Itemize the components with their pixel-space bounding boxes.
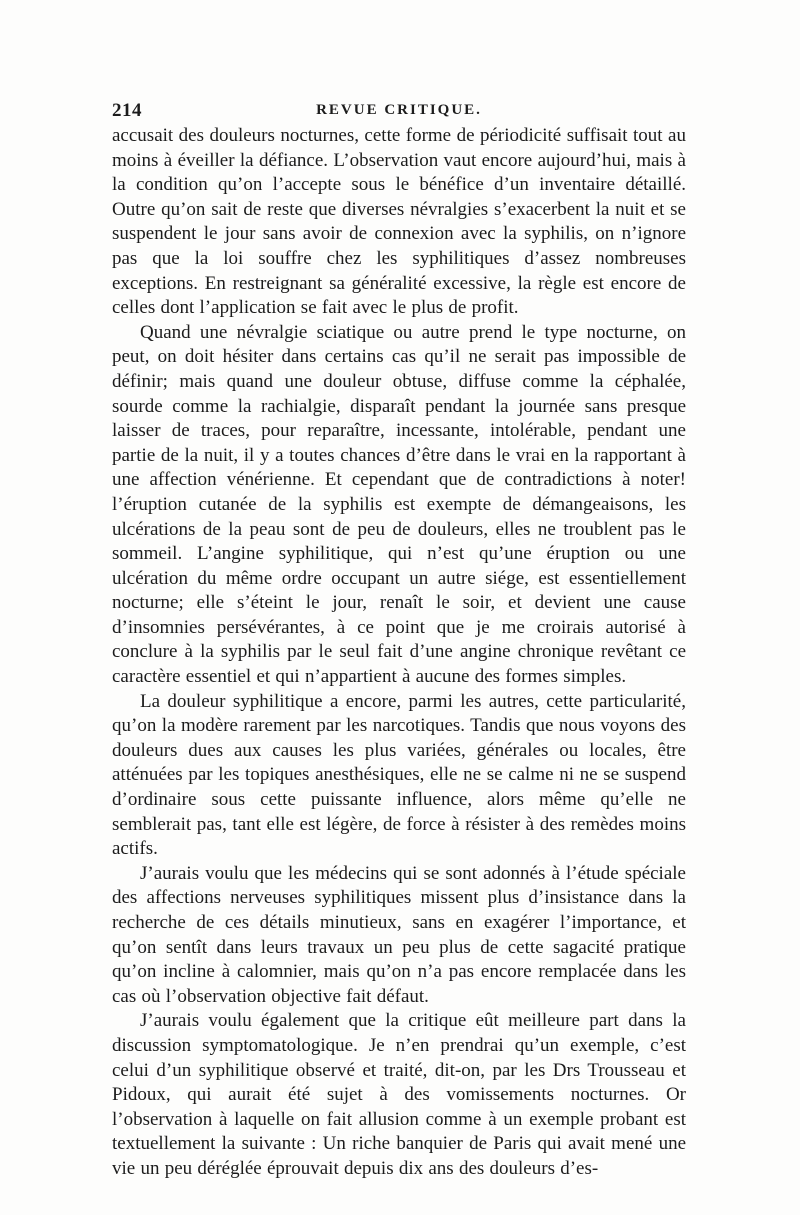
page-number: 214: [112, 100, 142, 121]
bottom-margin: [0, 1145, 800, 1215]
body-text: [112, 124, 686, 1182]
running-head: [112, 100, 686, 124]
paragraph: Quand une névralgie sciatique ou autre prend le type nocturne, on peut, on doit hésiter dans certains cas qu’il ne serait pas impossible de définir; mais quand une douleur obtuse, diffuse comme la céphalée, sourde comme la rachialgie, disparaît pendant la journée sans presque laisser de traces, pour reparaître, incessante, intolérable, pendant une partie de la nuit, il y a toutes chances d’être dans le vrai en la rapportant à une affection vénérienne. Et cependant que de contradictions à noter! l’éruption cutanée de la syphilis est exempte de démangeaisons, les ulcérations de la peau sont de peu de douleurs, elles ne troublent pas le sommeil. L’angine syphilitique, qui n’est qu’une éruption ou une ulcération du même ordre occupant un autre siége, est essentiellement nocturne; elle s’éteint le jour, renaît le soir, et devient une cause d’insomnies persévérantes, à ce point que je me croirais autorisé à conclure à la syphilis par le seul fait d’une angine chronique revêtant ce caractère essentiel et qui n’appartient à aucune des formes simples.: [112, 321, 686, 688]
running-title: REVUE CRITIQUE.: [316, 102, 482, 118]
paragraph: J’aurais voulu que les médecins qui se sont adonnés à l’étude spéciale des affections nerveuses syphilitiques missent plus d’insistance dans la recherche de ces détails minutieux, sans en exagérer l’importance, et qu’on sentît dans leurs travaux un peu plus de cette sagacité pratique qu’on incline à calomnier, mais qu’on n’a pas encore remplacée dans les cas où l’observation objective fait défaut.: [112, 862, 686, 1007]
paragraph: La douleur syphilitique a encore, parmi les autres, cette particularité, qu’on la modère rarement par les narcotiques. Tandis que nous voyons des douleurs dues aux causes les plus variées, générales ou locales, être atténuées par les topiques anesthésiques, elle ne se calme ni ne se suspend d’ordinaire sous cette puissante influence, alors même qu’elle ne semblerait pas, tant elle est légère, de force à résister à des remèdes moins actifs.: [112, 690, 686, 860]
paragraph: J’aurais voulu également que la critique eût meilleure part dans la discussion symptomatologique. Je n’en prendrai qu’un exemple, c’est celui d’un syphilitique observé et traité, dit-on, par les Drs Trousseau et Pidoux, qui aurait été sujet à des vomissements nocturnes. Or l’observation à laquelle on fait allusion comme à un exemple probant est textuellement la suivante : Un riche banquier de Paris qui avait mené une vie un peu déréglée éprouvait depuis dix ans des douleurs d’es-: [112, 1010, 686, 1179]
paragraph-continued: accusait des douleurs nocturnes, cette forme de périodicité suffisait tout au moins à éveiller la défiance. L’observation vaut encore aujourd’hui, mais à la condition qu’on l’accepte sous le bénéfice d’un inventaire détaillé. Outre qu’on sait de reste que diverses névralgies s’exacerbent la nuit et se suspendent le jour sans avoir de connexion avec la syphilis, on n’ignore pas que la loi souffre chez les syphilitiques d’assez nombreuses exceptions. En restreignant sa généralité excessive, la règle est encore de celles dont l’application se fait avec le plus de profit.: [112, 125, 686, 319]
